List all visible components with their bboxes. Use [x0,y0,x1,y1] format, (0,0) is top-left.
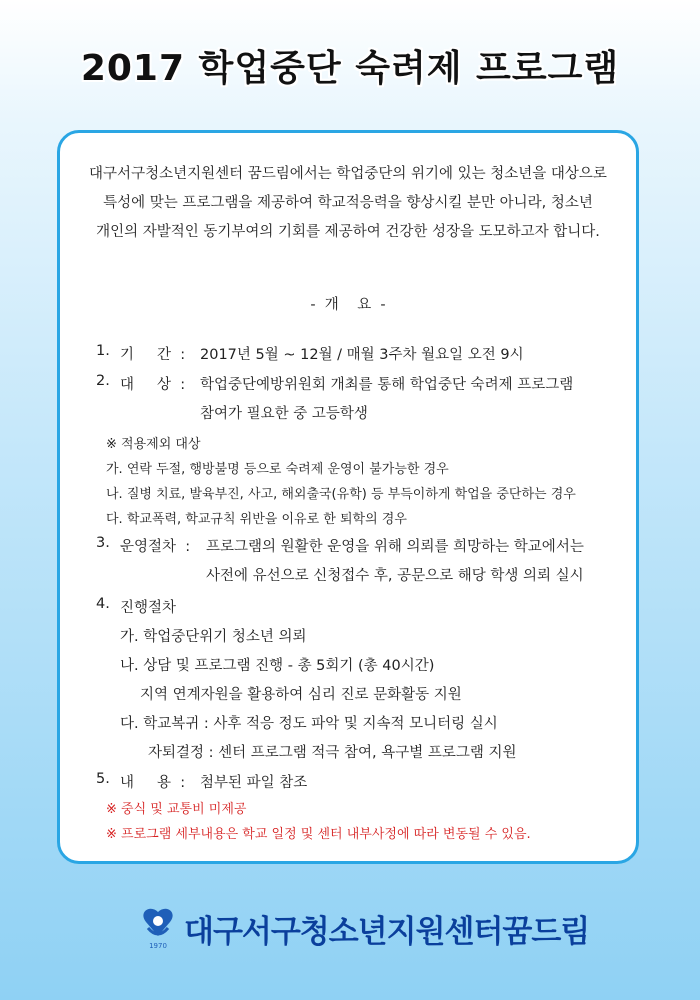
item-number: 1. [96,343,110,359]
item-label-procedure: 운영절차 : [120,539,191,555]
content-panel [57,130,639,864]
process-step: 나. 상담 및 프로그램 진행 - 총 5회기 (총 40시간) [120,658,435,674]
note-text: ※ 중식 및 교통비 미제공 [106,802,247,817]
intro-line: 특성에 맞는 프로그램을 제공하여 학교적응력을 향상시킬 분만 아니라, 청소년 [103,195,593,211]
item-value-procedure: 프로그램의 원활한 운영을 위해 의뢰를 희망하는 학교에서는 [206,539,584,555]
exclusion-item: 나. 질병 치료, 발육부진, 사고, 해외출국(유학) 등 부득이하게 학업을 중단하는 경우 [106,487,576,502]
item-value-period: 2017년 5월 ~ 12월 / 매월 3주차 월요일 오전 9시 [200,347,524,363]
item-label-target: 대 상 : [120,377,186,393]
item-label-process: 진행절차 [120,600,177,616]
exclusion-item: 다. 학교폭력, 학교규칙 위반을 이유로 한 퇴학의 경우 [106,512,407,527]
item-label-content: 내 용 : [120,775,186,791]
center-name: 대구서구청소년지원센터꿈드림 [184,913,590,950]
page-title: 2017 학업중단 숙려제 프로그램 [80,48,620,89]
item-number: 3. [96,535,110,551]
item-value-target: 학업중단예방위원회 개최를 통해 학업중단 숙려제 프로그램 [200,377,574,393]
item-label-period: 기 간 : [120,347,186,363]
footer-brand [138,906,589,950]
item-value-content: 첨부된 파일 참조 [200,775,308,791]
item-number: 4. [96,596,110,612]
item-value-target: 참여가 필요한 중 고등학생 [200,406,368,422]
note-text: ※ 프로그램 세부내용은 학교 일정 및 센터 내부사정에 따라 변동될 수 있음. [106,827,531,842]
intro-line: 개인의 자발적인 동기부여의 기회를 제공하여 건강한 성장을 도모하고자 합니다. [96,224,600,240]
item-value-procedure: 사전에 유선으로 신청접수 후, 공문으로 해당 학생 의뢰 실시 [206,568,584,584]
process-step: 가. 학업중단위기 청소년 의뢰 [120,629,307,645]
item-number: 5. [96,771,110,787]
exclusion-heading: ※ 적용제외 대상 [106,437,201,452]
exclusion-item: 가. 연락 두절, 행방불명 등으로 숙려제 운영이 불가능한 경우 [106,462,449,477]
center-logo-icon [138,906,178,950]
intro-line: 대구서구청소년지원센터 꿈드림에서는 학업중단의 위기에 있는 청소년을 대상으로 [89,166,607,182]
process-step-detail: 자퇴결정 : 센터 프로그램 적극 참여, 욕구별 프로그램 지원 [148,745,517,761]
logo-year: 1970 [149,942,167,950]
overview-heading: - 개 요 - [310,297,386,313]
item-number: 2. [96,373,110,389]
process-step-detail: 지역 연계자원을 활용하여 심리 진로 문화활동 지원 [140,687,462,703]
process-step: 다. 학교복귀 : 사후 적응 정도 파악 및 지속적 모니터링 실시 [120,716,498,732]
intro-paragraph [60,160,636,247]
